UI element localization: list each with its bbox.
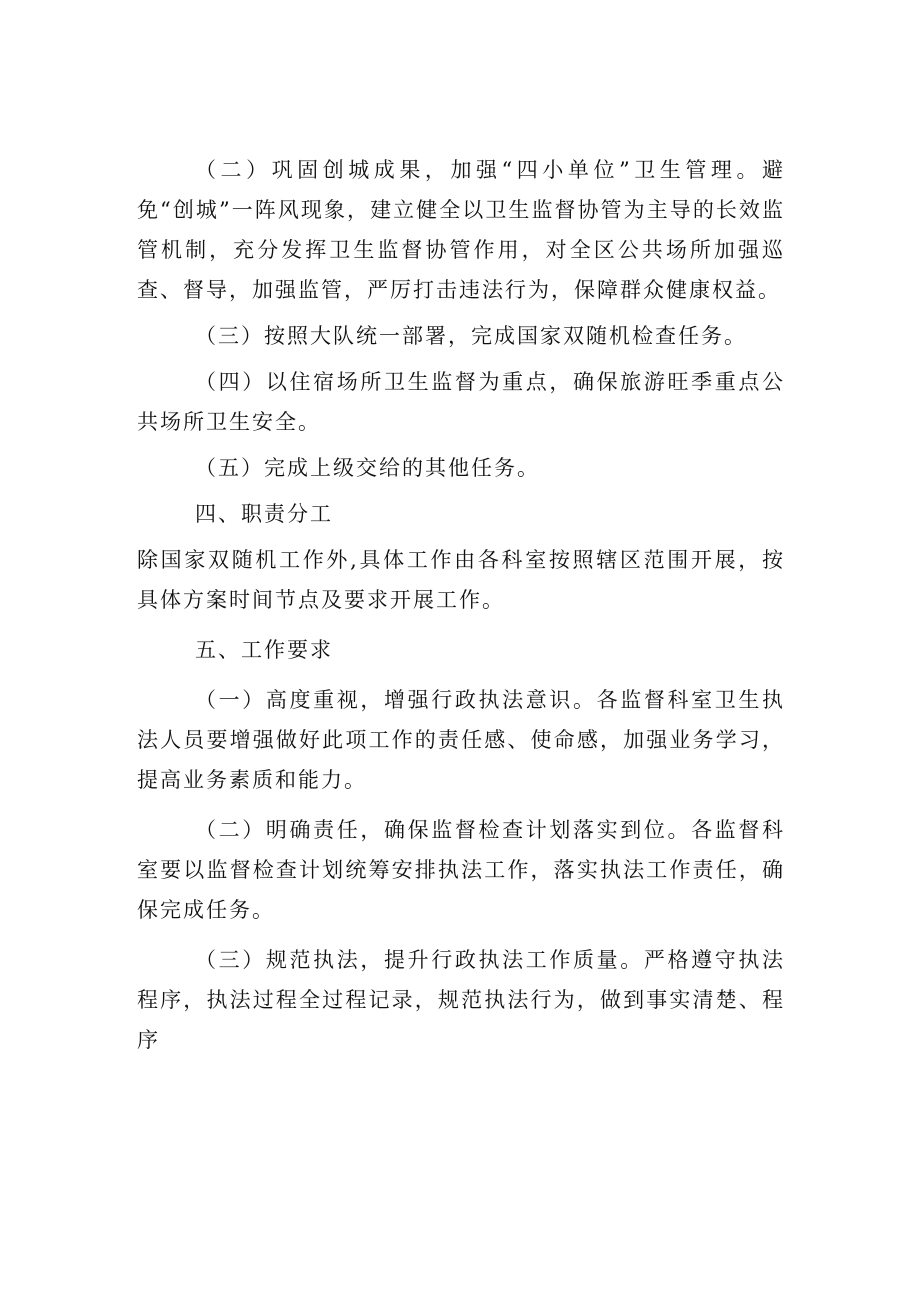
document-body — [137, 150, 785, 1060]
section-heading-duties: 四、职责分工 — [195, 502, 333, 526]
paragraph-consolidate-city: （二）巩固创城成果，加强“四小单位”卫生管理。避免“创城”一阵风现象，建立健全以卫生监督协管为主导的长效监管机制，充分发挥卫生监督协管作用，对全区公共场所加强巡查、督导，加强监管，严厉打击违法行为，保障群众健康权益。 — [137, 158, 785, 302]
paragraph-duties: 除国家双随机工作外,具体工作由各科室按照辖区范围开展，按具体方案时间节点及要求开展工作。 — [137, 548, 785, 612]
paragraph-attention: （一）高度重视，增强行政执法意识。各监督科室卫生执法人员要增强做好此项工作的责任感、使命感，加强业务学习，提高业务素质和能力。 — [137, 688, 785, 792]
section-heading-requirements: 五、工作要求 — [195, 638, 333, 662]
paragraph-random-inspection: （三）按照大队统一部署，完成国家双随机检查任务。 — [195, 324, 747, 348]
paragraph-standard-enforcement: （三）规范执法，提升行政执法工作质量。严格遵守执法程序，执法过程全过程记录，规范执法行为，做到事实清楚、程序 — [137, 948, 785, 1052]
paragraph-responsibility: （二）明确责任，确保监督检查计划落实到位。各监督科室要以监督检查计划统筹安排执法工作，落实执法工作责任，确保完成任务。 — [137, 818, 785, 922]
paragraph-other-tasks: （五）完成上级交给的其他任务。 — [195, 456, 540, 480]
paragraph-lodging-supervision: （四）以住宿场所卫生监督为重点，确保旅游旺季重点公共场所卫生安全。 — [137, 370, 785, 434]
